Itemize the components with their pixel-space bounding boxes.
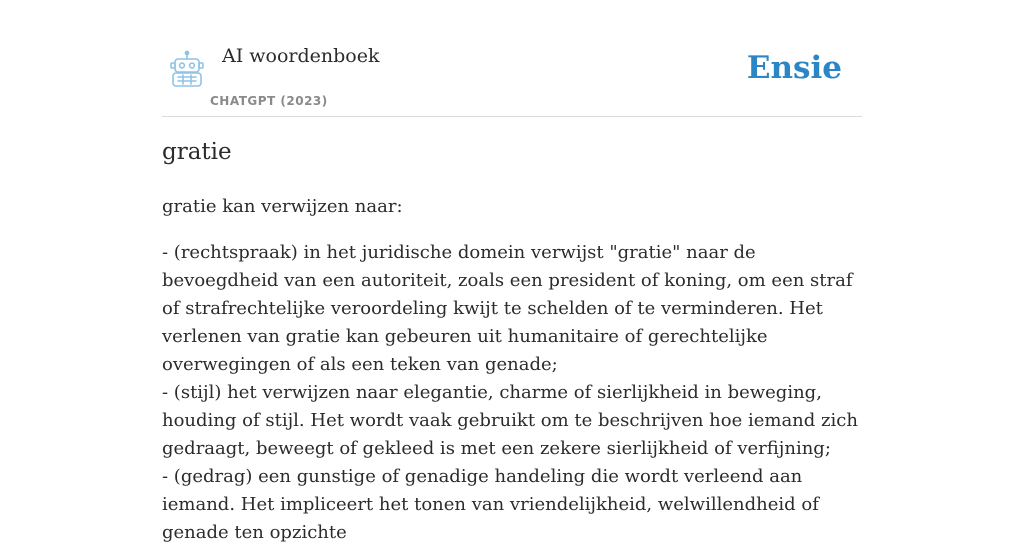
dictionary-title[interactable]: AI woordenboek [222,45,380,67]
definition-list [162,239,862,547]
definition-item: - (stijl) het verwijzen naar elegantie, charme of sierlijkheid in beweging, houding of stijl. Het wordt vaak gebruikt om te beschrijven hoe iemand zich gedraagt, beweegt of gekleed is met een zekere sierlijkheid of verfijning; [162,382,858,459]
definition-item: - (rechtspraak) in het juridische domein verwijst "gratie" naar de bevoegdheid van een autoriteit, zoals een president of koning, om een straf of strafrechtelijke veroordeling kwijt te schelden of te verminderen. Het verlenen van gratie kan gebeuren uit humanitaire of gerechtelijke overwegingen of als een teken van genade; [162,242,853,375]
site-header [162,0,862,117]
entry-headword: gratie [162,139,232,165]
dictionary-source: CHATGPT (2023) [210,94,328,108]
brand-logo-link[interactable]: Ensie [746,50,842,86]
definition-item: - (gedrag) een gunstige of genadige handeling die wordt verleend aan iemand. Het impliceert het tonen van vriendelijkheid, welwillendheid of genade ten opzichte [162,466,819,543]
entry-intro: gratie kan verwijzen naar: [162,196,403,217]
robot-icon [166,50,208,90]
